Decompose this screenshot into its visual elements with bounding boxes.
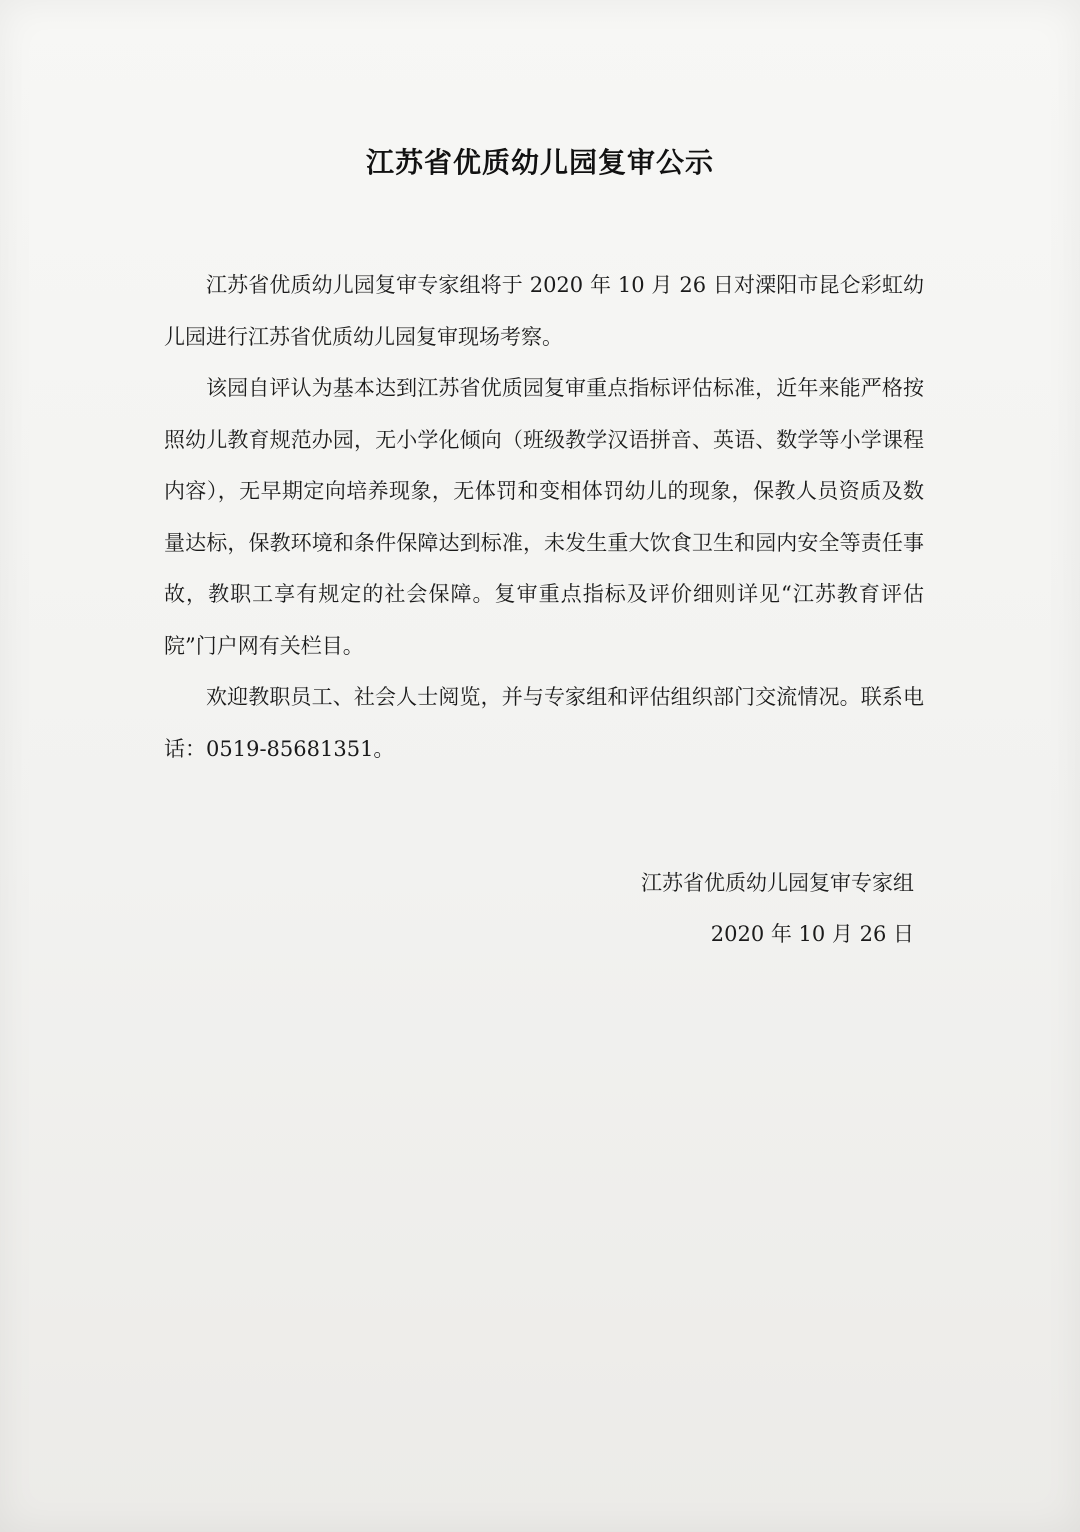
- paragraph-self-evaluation: 该园自评认为基本达到江苏省优质园复审重点指标评估标准，近年来能严格按照幼儿教育规范办园，无小学化倾向（班级教学汉语拼音、英语、数学等小学课程内容），无早期定向培养现象，无体罚和变相体罚幼儿的现象，保教人员资质及数量达标，保教环境和条件保障达到标准，未发生重大饮食卫生和园内安全等责任事故，教职工享有规定的社会保障。复审重点指标及评价细则详见“江苏教育评估院”门户网有关栏目。: [164, 376, 924, 658]
- notice-body: [164, 260, 924, 775]
- signature-block: [641, 858, 914, 960]
- signature-organization: 江苏省优质幼儿园复审专家组: [641, 871, 914, 895]
- page-title: 江苏省优质幼儿园复审公示: [365, 146, 714, 179]
- paragraph-contact: 欢迎教职员工、社会人士阅览，并与专家组和评估组织部门交流情况。联系电话：0519-85681351。: [164, 685, 924, 761]
- paragraph-inspection-notice: 江苏省优质幼儿园复审专家组将于 2020 年 10 月 26 日对溧阳市昆仑彩虹幼儿园进行江苏省优质幼儿园复审现场考察。: [164, 273, 924, 349]
- signature-date: 2020 年 10 月 26 日: [710, 922, 914, 946]
